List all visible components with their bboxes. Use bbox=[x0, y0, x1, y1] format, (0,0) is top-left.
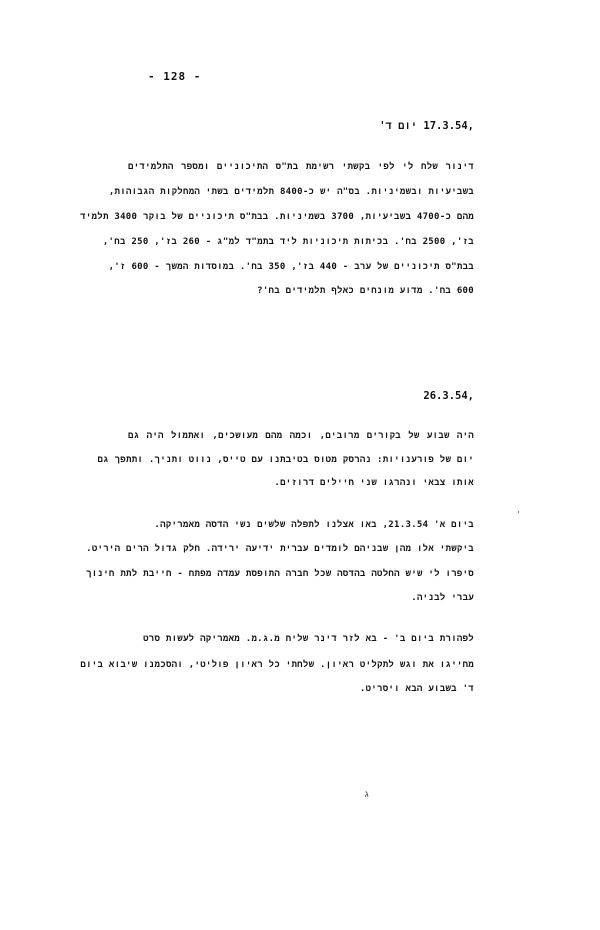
paragraph-line: מחייגו את וגש לתקליט ראיון. שלחתי כל ראיון פוליטי, והסכמנו שיבוא ביום bbox=[80, 660, 474, 670]
paragraph-line: בבת"ס תיכוניים של ערב - 440 בז', 350 בח'. במוסדות המשך - 600 ז', bbox=[108, 262, 474, 272]
paragraph-line: יום של פורענויות: נהרסק מטוס בטיבתנו עם טייס, נווט ותניך. ותתפך גם bbox=[97, 455, 474, 465]
paragraph-line: לפהורת ביום ב' - בא לזר דינר שליח מ.ג.מ. מאמריקה לעשות סרט bbox=[143, 634, 474, 644]
paragraph-line: היה שבוע של בקורים מרובים, וכמה מהם מעושכים, ואתמול היה גם bbox=[128, 431, 474, 441]
paragraph-line: סיפרו לי שיש החלטה בהדסה שכל חברה התופסת עמדה מפתח - חייבת לתת חינוך bbox=[86, 569, 474, 579]
paragraph-line: אותו צבאי ונהרגו שני חיילים דרוזים. bbox=[274, 478, 474, 488]
paragraph-line: בז', 2500 בח'. בכיתות תיכוניות ליד בתמ"ד למ"ג - 260 בז', 250 בח', bbox=[102, 237, 474, 247]
paragraph-line: ביקשתי אלו מהן שבניהם לומדים עברית ידיעה ירידה. חלק גדול הרים היריט. bbox=[86, 544, 474, 554]
paragraph-line: בשביעיות ובשמיניות. בס"ה יש כ-8400 תלמידים בשתי המחלקות הגבוהות, bbox=[108, 187, 474, 197]
entry-date: ,17.3.54 יום ד' bbox=[379, 120, 474, 132]
paragraph-line: עברי לבניה. bbox=[411, 593, 474, 603]
paragraph-line: מהם כ-4700 בשביעיות, 3700 בשמיניות. בבת"ס תיכוניים של בוקר 3400 תלמיד bbox=[80, 212, 474, 222]
paragraph-line: 600 בח'. מדוע מונחים כאלף תלמידים בח'? bbox=[257, 286, 474, 296]
paragraph-line: דינור שלח לי לפי בקשתי רשימת בת"ס התיכוניים ומספר התלמידים bbox=[128, 162, 474, 172]
entry-date: ,26.3.54 bbox=[423, 390, 474, 402]
scan-mark: ' bbox=[516, 510, 521, 519]
paragraph-line: ד' בשבוע הבא ויסריט. bbox=[359, 684, 474, 694]
paragraph-line: ביום א' 21.3.54, באו אצלנו לתפלה שלשים נשי הדסה מאמריקה. bbox=[154, 520, 474, 530]
page-number: - 128 - bbox=[148, 70, 202, 83]
scan-mark: ג bbox=[364, 790, 370, 800]
